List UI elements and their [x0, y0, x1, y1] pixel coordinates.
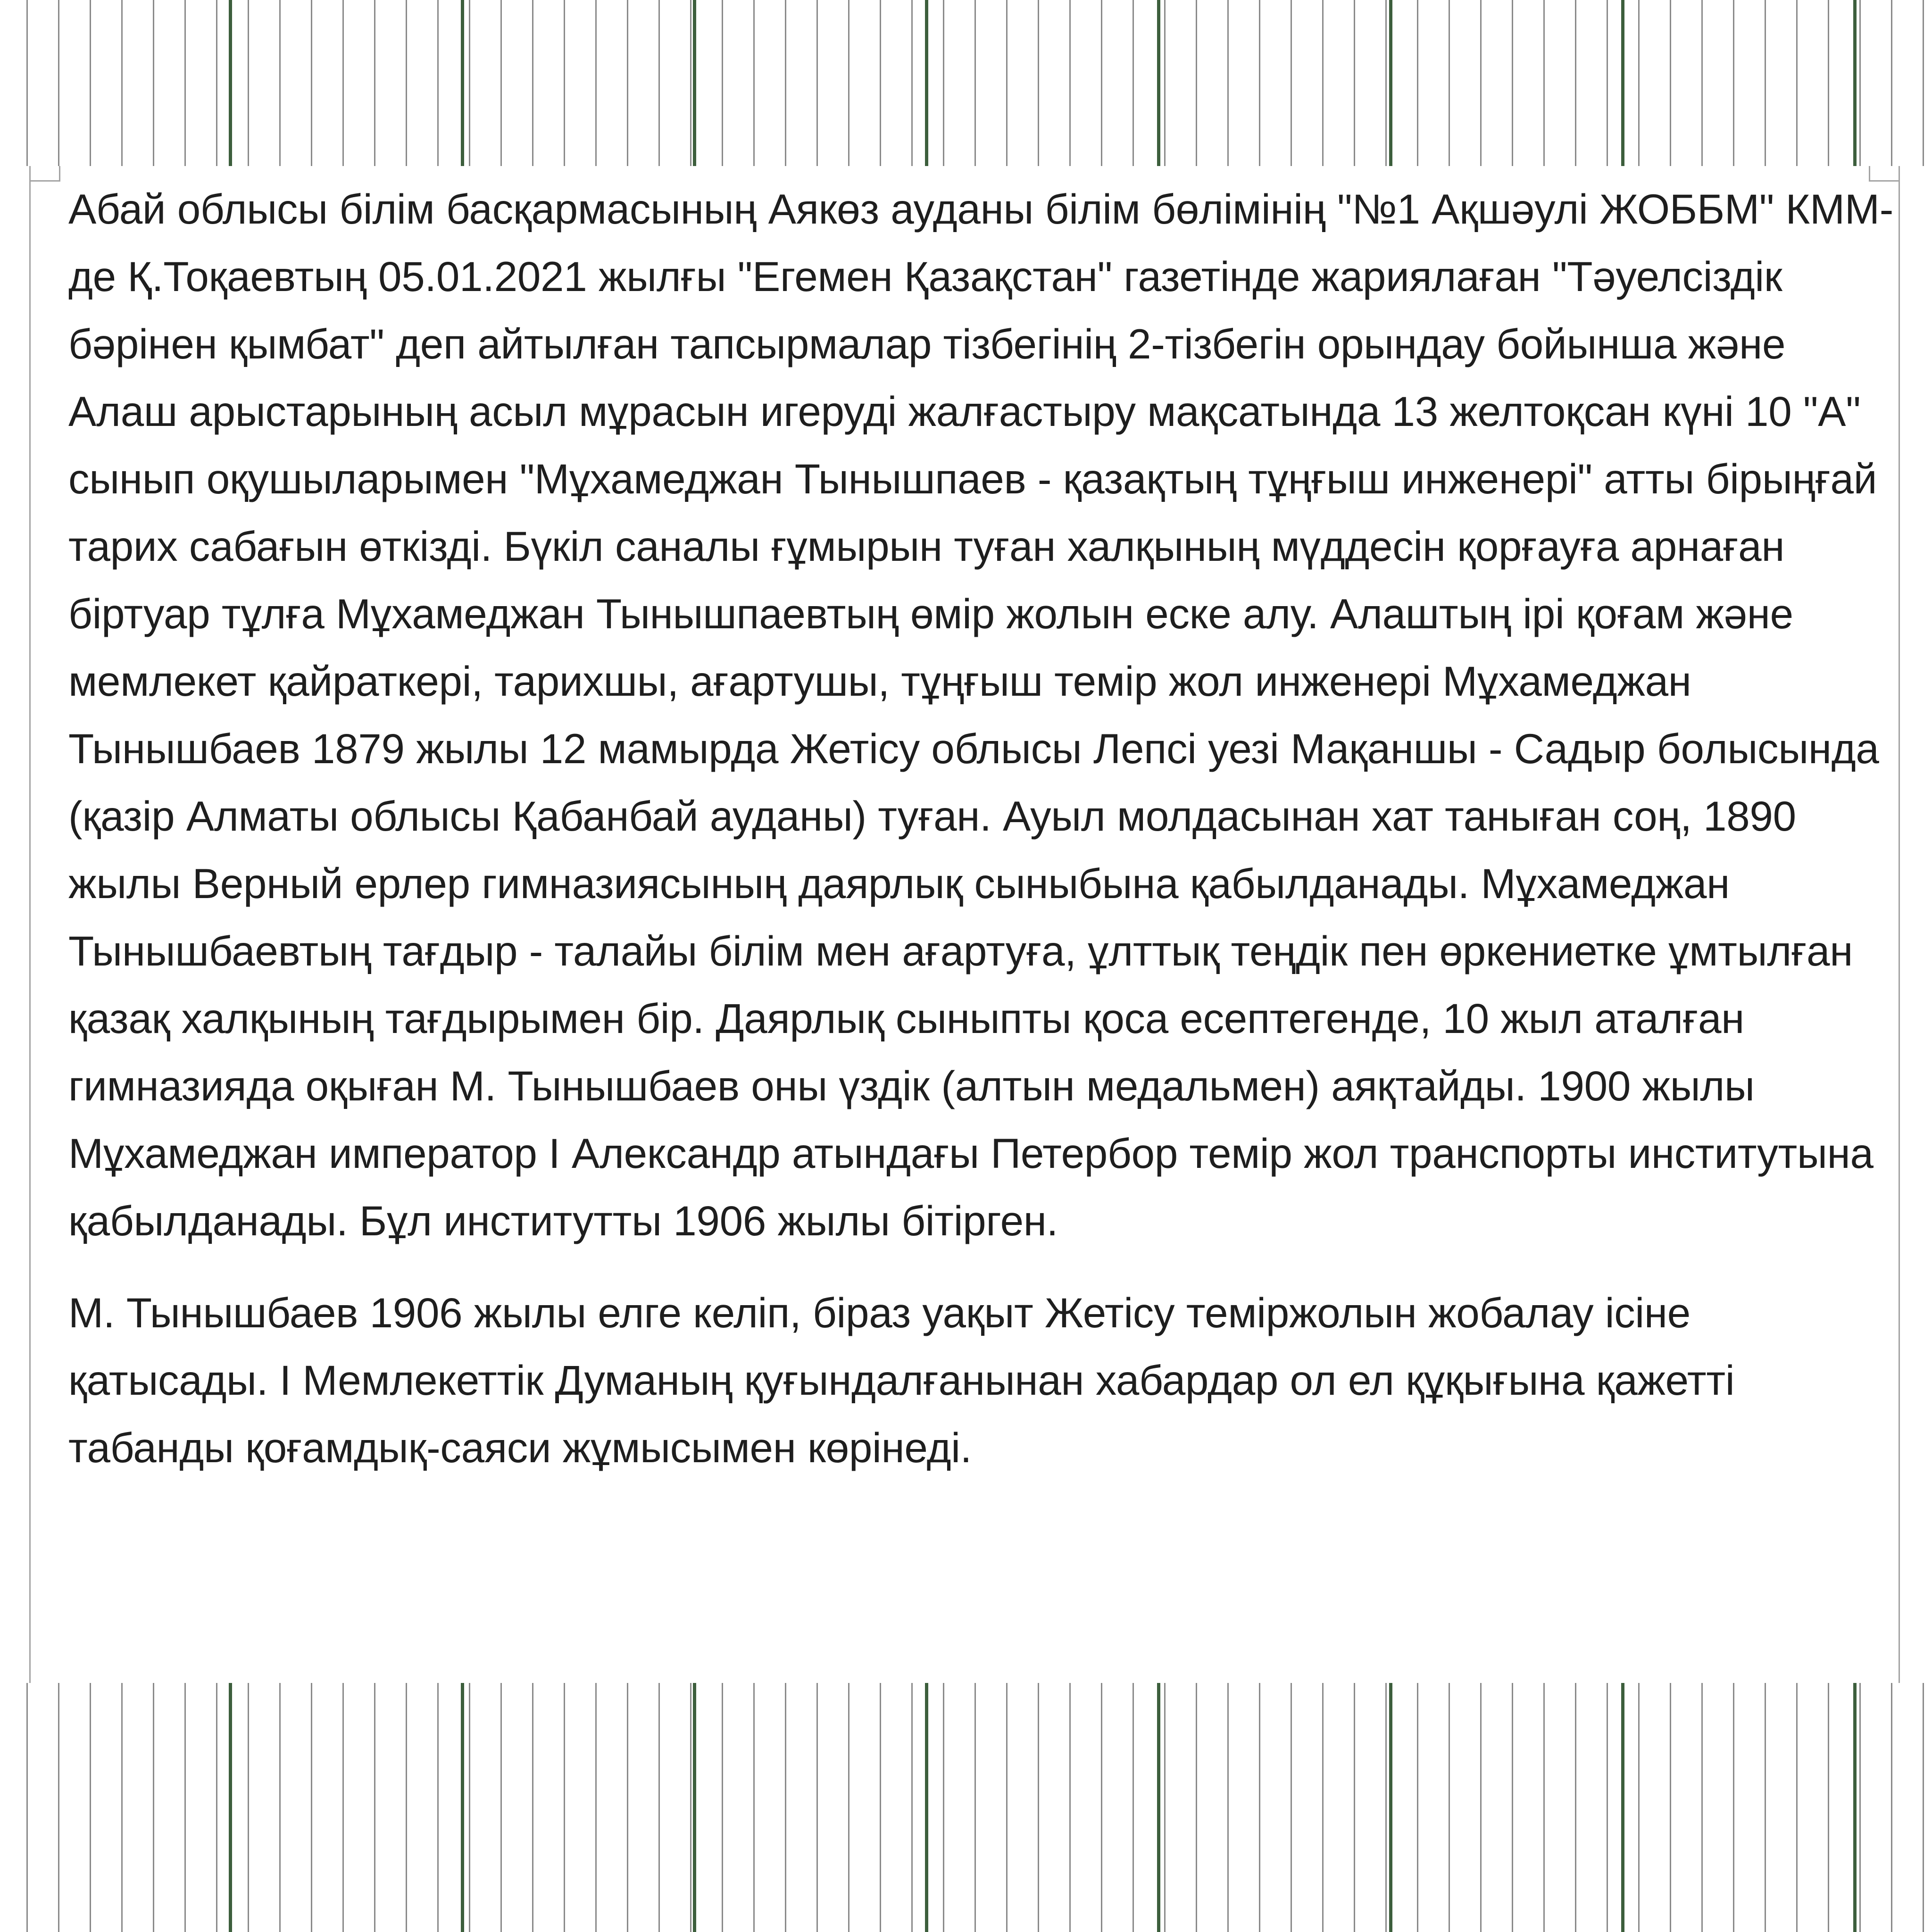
paragraph-2[interactable]: М. Тынышбаев 1906 жылы елге келіп, біраз уақыт Жетісу теміржолын жобалау ісіне қатысады. І Мемлекеттік Думаның қуғындалғанынан хабардар ол ел құқығына қажетті табанды қоғамдық-саяси жұмысымен көрінеді.: [68, 1289, 1735, 1471]
top-page-edge-ruler: [0, 0, 1932, 166]
document-body[interactable]: [68, 175, 1899, 1506]
top-left-margin-mark: [31, 166, 60, 182]
document-page: [29, 166, 1900, 1683]
paragraph-1[interactable]: Абай облысы білім басқармасының Аякөз ауданы білім бөлімінің "№1 Ақшәулі ЖОББМ" КММ-де Қ.Тоқаевтың 05.01.2021 жылғы "Егемен Қазақстан" газетінде жариялаған "Тәуелсіздік бәрінен қымбат" деп айтылған тапсырмалар тізбегінің 2-тізбегін орындау бойынша және Алаш арыстарының асыл мұрасын игеруді жалғастыру мақсатында 13 желтоқсан күні 10 "А" сынып оқушыларымен "Мұхамеджан Тынышпаев - қазақтың тұңғыш инженері" атты бірыңғай тарих сабағын өткізді. Бүкіл саналы ғұмырын туған халқының мүддесін қорғауға арнаған біртуар тұлға Мұхамеджан Тынышпаевтың өмір жолын еске алу. Алаштың ірі қоғам және мемлекет қайраткері, тарихшы, ағартушы, тұңғыш темір жол инженері Мұхамеджан Тынышбаев 1879 жылы 12 мамырда Жетісу облысы Лепсі уезі Мақаншы - Садыр болысында (қазір Алматы облысы Қабанбай ауданы) туған. Ауыл молдасынан хат таныған соң, 1890 жылы Верный ерлер гимназиясының даярлық сыныбына қабылданады. Мұхамеджан Тынышбаевтың тағдыр - талайы білім мен ағартуға, ұлттық теңдік пен өркениетке ұмтылған қазақ халқының тағдырымен бір. Даярлық сыныпты қоса есептегенде, 10 жыл аталған гимназияда оқыған М. Тынышбаев оны үздік (алтын медальмен) аяқтайды. 1900 жылы Мұхамеджан император І Александр атындағы Петербор темір жол транспорты институтына қабылданады. Бұл институтты 1906 жылы бітірген.: [68, 185, 1894, 1244]
bottom-page-edge-ruler: [0, 1683, 1932, 1932]
